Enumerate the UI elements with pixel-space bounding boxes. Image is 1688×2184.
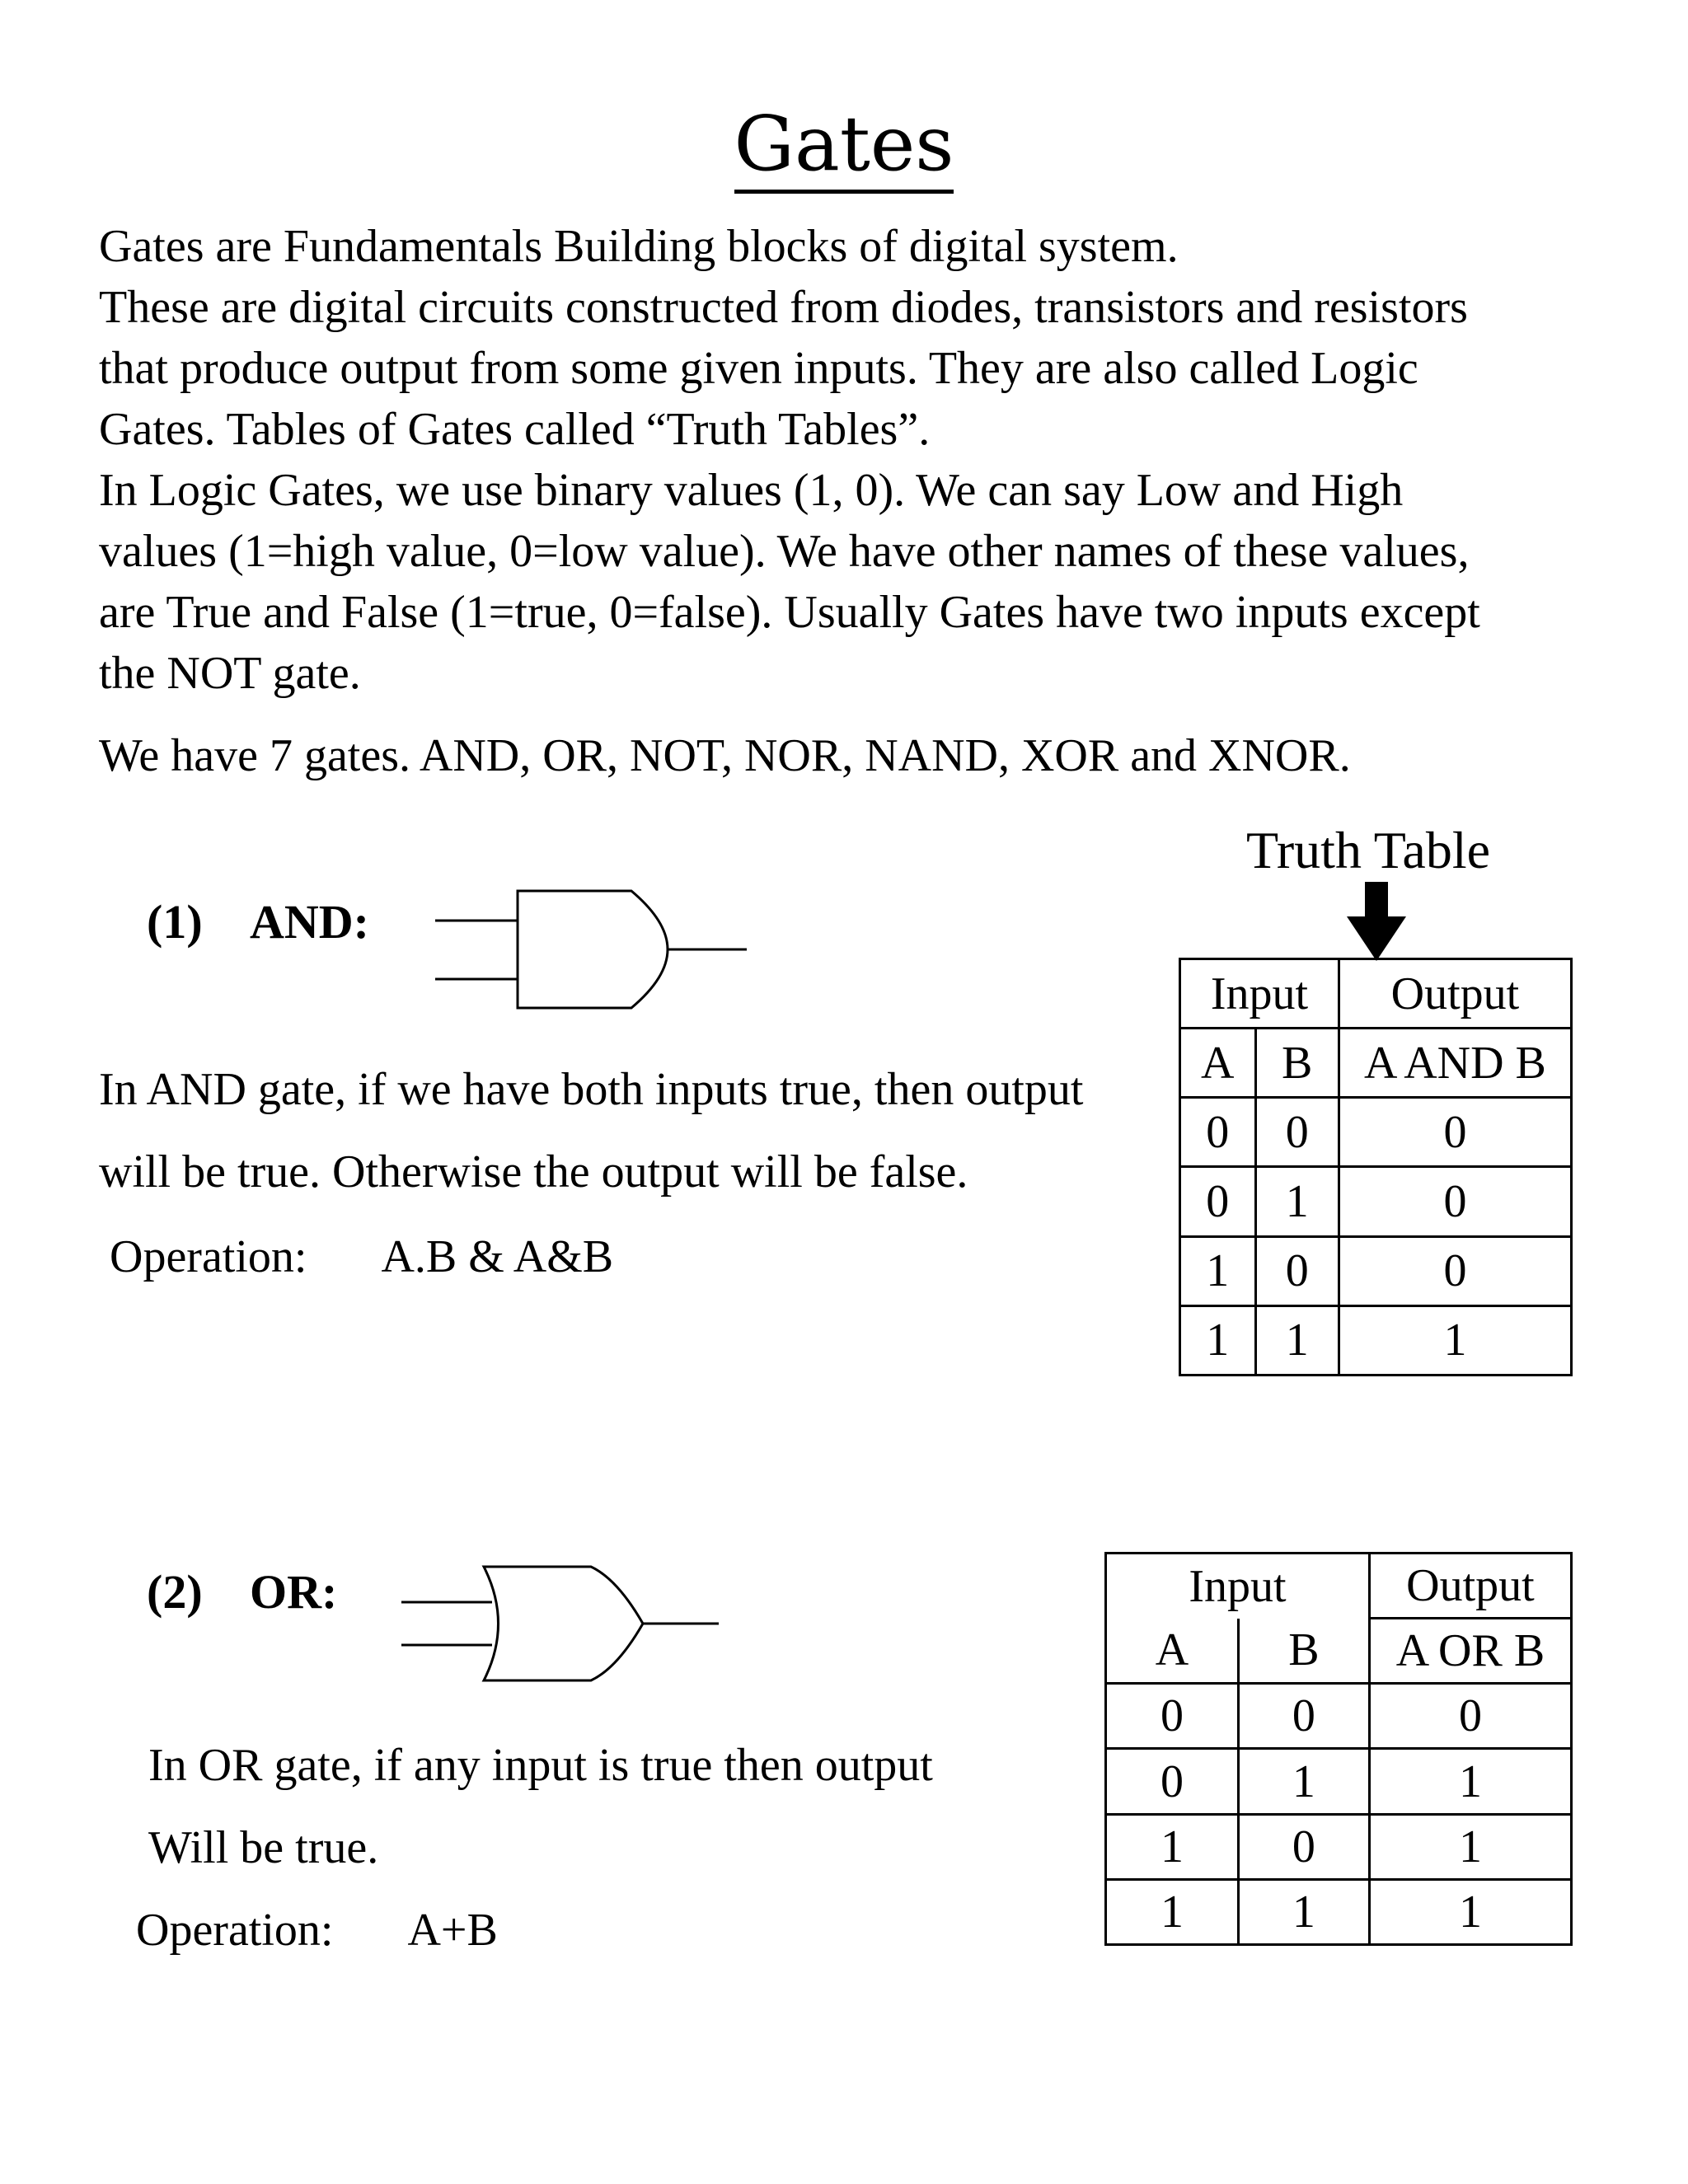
and-gate-heading	[147, 894, 369, 949]
and-truth-table	[1179, 958, 1573, 1376]
intro-line-1: Gates are Fundamentals Building blocks of digital system.	[99, 221, 1179, 272]
table-cell: 1	[1238, 1879, 1369, 1944]
table-cell: 1	[1238, 1749, 1369, 1814]
table-header-row	[1180, 959, 1572, 1029]
table-cell: 1	[1369, 1814, 1571, 1879]
col-b-header: B	[1238, 1619, 1369, 1684]
table-cell: 1	[1106, 1814, 1239, 1879]
or-gate-description-1: In OR gate, if any input is true then output	[148, 1740, 933, 1791]
or-gate-operation	[136, 1904, 498, 1957]
table-row	[1180, 1305, 1572, 1375]
or-operation-value: A+B	[407, 1905, 498, 1956]
and-gate-description-2: will be true. Otherwise the output will be false.	[99, 1146, 968, 1197]
table-subheader-row	[1180, 1029, 1572, 1098]
table-cell: 0	[1106, 1749, 1239, 1814]
or-gate-name: OR:	[250, 1565, 338, 1619]
or-gate-heading	[147, 1564, 337, 1619]
table-row	[1106, 1814, 1572, 1879]
table-row	[1180, 1098, 1572, 1167]
table-cell: 0	[1180, 1167, 1256, 1236]
table-row	[1180, 1167, 1572, 1236]
or-truth-table	[1104, 1552, 1573, 1946]
or-gate-symbol	[401, 1564, 723, 1681]
table-cell: 1	[1369, 1879, 1571, 1944]
and-operation-label: Operation:	[110, 1231, 307, 1282]
or-gate-description-2: Will be true.	[148, 1822, 379, 1873]
col-output-header: A AND B	[1339, 1029, 1571, 1098]
output-header: Output	[1339, 959, 1571, 1029]
table-header-row	[1106, 1554, 1572, 1619]
table-cell: 0	[1238, 1684, 1369, 1749]
or-gate-number: (2)	[147, 1565, 203, 1619]
table-cell: 0	[1238, 1814, 1369, 1879]
table-cell: 0	[1339, 1236, 1571, 1305]
table-cell: 1	[1369, 1749, 1571, 1814]
col-output-header: A OR B	[1369, 1619, 1571, 1684]
truth-table-label: Truth Table	[1246, 821, 1490, 879]
intro-line-8: the NOT gate.	[99, 648, 361, 699]
input-header: Input	[1180, 959, 1339, 1029]
table-cell: 1	[1106, 1879, 1239, 1944]
down-arrow-icon	[1343, 882, 1409, 964]
table-row	[1106, 1684, 1572, 1749]
page-title	[0, 99, 1688, 190]
table-row	[1180, 1236, 1572, 1305]
table-cell: 0	[1339, 1167, 1571, 1236]
intro-line-4: Gates. Tables of Gates called “Truth Tables”.	[99, 404, 931, 455]
col-b-header: B	[1255, 1029, 1339, 1098]
table-cell: 1	[1180, 1236, 1256, 1305]
page-title-text: Gates	[734, 100, 954, 194]
intro-line-5: In Logic Gates, we use binary values (1, 0). We can say Low and High	[99, 465, 1404, 516]
and-gate-symbol	[435, 888, 748, 1012]
table-cell: 0	[1106, 1684, 1239, 1749]
intro-line-7: are True and False (1=true, 0=false). Usually Gates have two inputs except	[99, 587, 1480, 638]
table-cell: 0	[1180, 1098, 1256, 1167]
table-subheader-row	[1106, 1619, 1572, 1684]
and-operation-value: A.B & A&B	[381, 1231, 614, 1282]
table-cell: 1	[1255, 1305, 1339, 1375]
and-gate-number: (1)	[147, 895, 203, 949]
and-gate-name: AND:	[250, 895, 369, 949]
table-cell: 1	[1180, 1305, 1256, 1375]
and-gate-description-1: In AND gate, if we have both inputs true, then output	[99, 1064, 1084, 1115]
col-a-header: A	[1106, 1619, 1239, 1684]
intro-line-3: that produce output from some given inputs. They are also called Logic	[99, 343, 1418, 394]
or-operation-label: Operation:	[136, 1905, 334, 1956]
intro-line-2: These are digital circuits constructed from diodes, transistors and resistors	[99, 282, 1468, 333]
table-cell: 0	[1255, 1236, 1339, 1305]
table-row	[1106, 1879, 1572, 1944]
table-cell: 0	[1369, 1684, 1571, 1749]
table-cell: 0	[1339, 1098, 1571, 1167]
input-header: Input	[1106, 1554, 1370, 1619]
table-cell: 1	[1255, 1167, 1339, 1236]
and-gate-operation	[110, 1230, 613, 1283]
table-cell: 0	[1255, 1098, 1339, 1167]
table-row	[1106, 1749, 1572, 1814]
intro-line-6: values (1=high value, 0=low value). We have other names of these values,	[99, 526, 1470, 577]
col-a-header: A	[1180, 1029, 1256, 1098]
table-cell: 1	[1339, 1305, 1571, 1375]
gates-list: We have 7 gates. AND, OR, NOT, NOR, NAND, XOR and XNOR.	[99, 730, 1351, 781]
output-header: Output	[1369, 1554, 1571, 1619]
